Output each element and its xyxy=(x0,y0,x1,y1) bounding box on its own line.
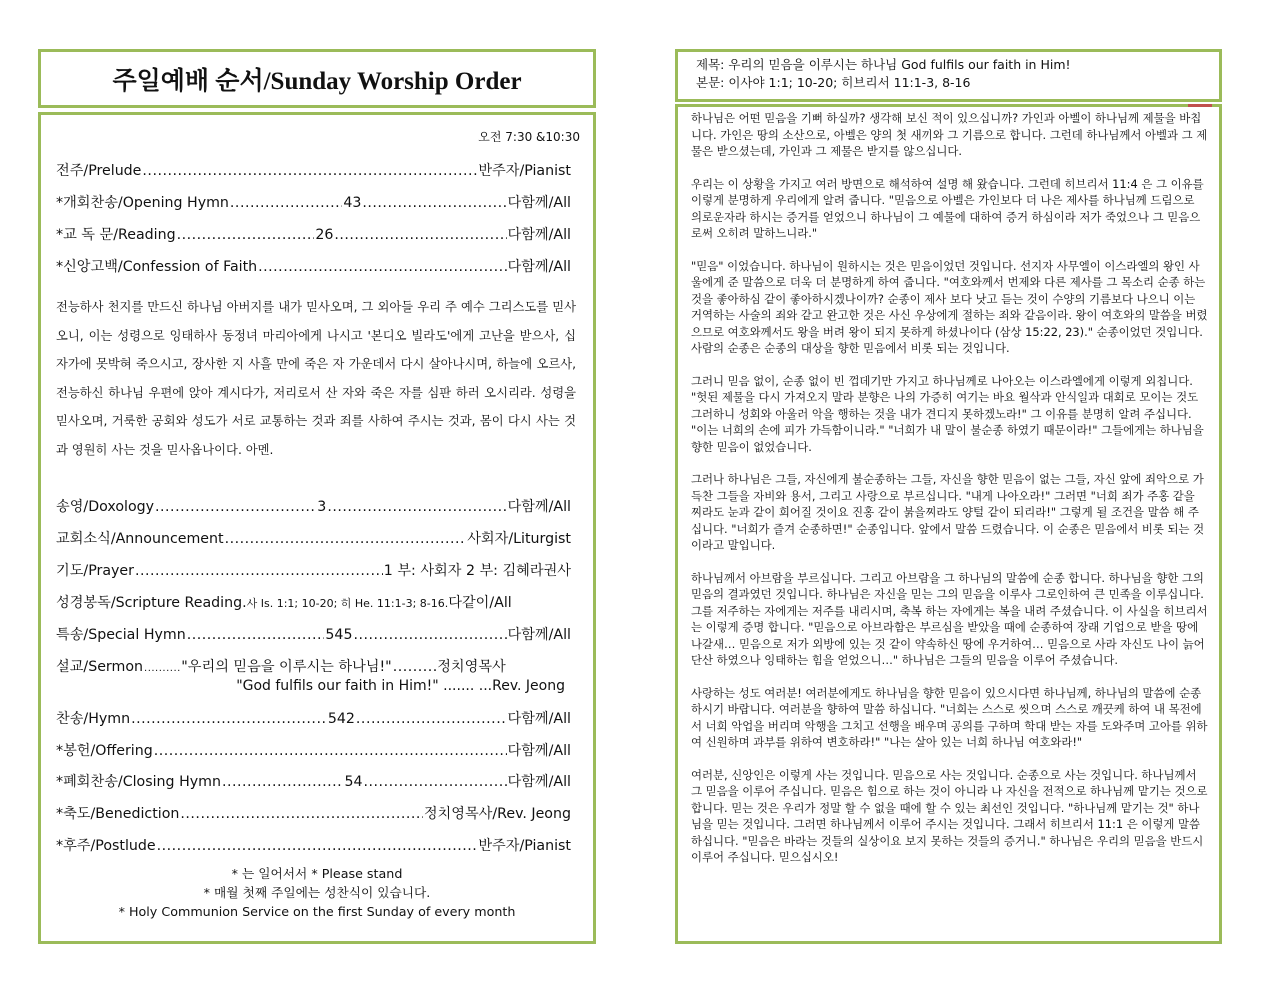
order-label: *후주/Postlude xyxy=(56,838,156,854)
order-number: 43 xyxy=(343,195,362,211)
sermon-paragraph: 하나님은 어떤 믿음을 기뻐 하실까? 생각해 보신 적이 있으십니까? 가인과 아벨이 하나님께 제물을 바칩니다. 가인은 땅의 소산으로, 아벨은 양의 첫 새끼와 그 기름으로 합니다. 그런데 하나님께서 아벨과 그 제물은 받으셨는데, 가인과 그 제물은 받지를 않으십니다. xyxy=(691,111,1208,158)
order-leader: 다함께/All xyxy=(507,774,571,790)
note-communion-en: * Holy Communion Service on the first Sunday of every month xyxy=(118,904,516,919)
order-label: 찬송/Hymn xyxy=(56,711,131,727)
sermon-title-english: "God fulfils our faith in Him!" xyxy=(236,678,439,694)
order-item-offering xyxy=(56,740,571,760)
worship-order-box xyxy=(38,112,596,944)
order-item-reading xyxy=(56,224,571,244)
order-leader: 정치영목사/Rev. Jeong xyxy=(423,806,571,822)
order-leader: 다함께/All xyxy=(507,195,571,211)
order-item-hymn xyxy=(56,708,571,728)
sermon-paragraph: "믿음" 이었습니다. 하나님이 원하시는 것은 믿음이었던 것입니다. 선지자 사무엘이 이스라엘의 왕인 사울에게 준 말씀으로 더욱 더 분명하게 하여 줍니다. "여호와께서 번제와 다른 제사를 그 목소리 순종 하는 것을 좋아하심 같이 좋아하시겠나이까? 순종이 제사 보다 낫고 듣는 것이 수양의 기름보다 나으니 이는 거역하는 사술의 죄와 같고 완고한 것은 사신 우상에게 절하는 죄와 같음이라. 왕이 여호와의 말씀을 버렸으므로 여호와께서도 왕을 버려 왕이 되지 못하게 하셨나이다 (삼상 15:22, 23)." 순종이었던 것입니다. 사람의 순종은 순종의 대상을 향한 믿음에서 비롯 되는 것입니다. xyxy=(691,258,1208,355)
order-label: *개회찬송/Opening Hymn xyxy=(56,195,229,211)
sermon-header-box xyxy=(675,49,1222,102)
sermon-title: "우리의 믿음을 이루시는 하나님!" xyxy=(181,659,392,675)
sermon-paragraph: 그러나 하나님은 그들, 자신에게 불순종하는 그들, 자신을 향한 믿음이 없는 그들, 자신 앞에 죄악으로 가득찬 그들을 자비와 용서, 그리고 사랑으로 부르십니다. "내게 나아오라!" 그러면 "너희 죄가 주홍 같을 찌라도 눈과 같이 희어질 것이요 진홍 같이 붉을찌라도 양털 같이 되리라!" 그렇게 될 조건을 말씀 해 주십니다. "너희가 즐겨 순종하면!" 순종입니다. 앞에서 말씀 드렸습니다. 이 순종은 믿음에서 비롯 되는 것이라고 말입니다. xyxy=(691,472,1205,552)
order-label: 송영/Doxology xyxy=(56,499,155,515)
order-label: *봉헌/Offering xyxy=(56,743,153,759)
sermon-header-title: 제목: 우리의 믿음을 이루시는 하나님 God fulfils our faith in Him! xyxy=(696,57,1071,72)
order-leader: 반주자/Pianist xyxy=(478,163,571,179)
sermon-dots: ....... xyxy=(443,678,475,694)
order-label: 성경봉독/Scripture Reading. xyxy=(56,595,247,611)
order-leader: 반주자/Pianist xyxy=(478,838,571,854)
sermon-header-scripture: 본문: 이사야 1:1; 10-20; 히브리서 11:1-3, 8-16 xyxy=(696,75,971,90)
order-label: *신앙고백/Confession of Faith xyxy=(56,259,258,275)
sermon-paragraph: 사랑하는 성도 여러분! 여러분에게도 하나님을 향한 믿음이 있으시다면 하나님께, 하나님의 말씀에 순종 하시기 바랍니다. 여러분을 향하여 말씀 하십니다. "너희는 스스로 씻으며 스스로 깨끗케 하여 내 목전에서 너희 악업을 버리며 악행을 그치고 선행을 배우며 공의를 구하며 학대 받는 자를 도와주며 고아를 위하여 신원하며 과부를 위하여 변호하라!" "나는 살아 있는 너희 하나님 여호와라!" xyxy=(691,685,1208,749)
order-label: 전주/Prelude xyxy=(56,163,142,179)
apostles-creed: 전능하사 천지를 만드신 하나님 아버지를 내가 믿사오며, 그 외아들 우리 주 예수 그리스도를 믿사오니, 이는 성령으로 잉태하사 동정녀 마리아에게 나시고 '본디오 빌라도'에게 고난을 받으사, 십자가에 못박혀 죽으시고, 장사한 지 사흘 만에 죽은 자 가운데서 다시 살아나시며, 하늘에 오르사, 전능하신 하나님 우편에 앉아 계시다가, 저리로서 산 자와 죽은 자를 심판 하러 오시리라. 성령을 믿사오며, 거룩한 공회와 성도가 서로 교통하는 것과 죄를 사하여 주시는 것과, 몸이 다시 사는 것과 영원히 사는 것을 믿사옵나이다. 아멘. xyxy=(56,300,576,457)
sermon-preacher-english: ...Rev. Jeong xyxy=(478,678,565,694)
order-item-prelude xyxy=(56,160,571,180)
order-label: 교회소식/Announcement xyxy=(56,531,224,547)
sermon-paragraph: 그러니 믿음 없이, 순종 없이 빈 껍데기만 가지고 하나님께로 나아오는 이스라엘에게 이렇게 외칩니다. "헛된 제물을 다시 가져오지 말라 분향은 나의 가증히 여기는 바요 월삭과 안식일과 대회로 모이는 것도 그러하니 성회와 아울러 악을 행하는 것을 내가 견디지 못하겠노라!" 그 이유를 분명히 알려 주십니다. "이는 너희의 손에 피가 가득함이니라." "너희가 내 말이 불순종 하였기 때문이라!" 그들에게는 하나님을 향한 믿음이 없었습니다. xyxy=(691,373,1204,454)
order-number: 3 xyxy=(317,499,327,515)
sermon-body-box xyxy=(675,104,1222,944)
order-leader: 다함께/All xyxy=(507,627,571,643)
title-box xyxy=(38,49,596,108)
order-item-prayer xyxy=(56,560,571,580)
page-title: 주일예배 순서/Sunday Worship Order xyxy=(112,67,522,95)
sermon-paragraph: 여러분, 신앙인은 이렇게 사는 것입니다. 믿음으로 사는 것입니다. 순종으로 사는 것입니다. 하나님께서 그 믿음을 이루어 주십니다. 믿음은 힘으로 하는 것이 아니라 나 자신을 전적으로 하나님께 맡기는 것으로 합니다. 믿는 것은 우리가 정말 할 수 없을 때에 할 수 있는 최선인 것입니다. "하나님께 맡기는 것" 하나님을 믿는 것입니다. 그러면 하나님께서 이루어 주시는 것입니다. 그래서 히브리서 11:1 은 이렇게 말씀 하십니다. "믿음은 바라는 것들의 실상이요 보지 못하는 것들의 증거니." 하나님은 우리의 믿음을 반드시 이루어 주십니다. 믿으십시오! xyxy=(691,767,1208,864)
order-leader: 다함께/All xyxy=(507,499,571,515)
order-number: 54 xyxy=(344,774,363,790)
order-item-special-hymn xyxy=(56,624,571,644)
order-leader: 다함께/All xyxy=(507,259,571,275)
order-leader: 1 부: 사회자 2 부: 김혜라권사 xyxy=(383,563,571,579)
order-leader: 다함께/All xyxy=(507,711,571,727)
order-item-scripture xyxy=(56,592,571,612)
order-leader: 다함께/All xyxy=(507,743,571,759)
footer-notes xyxy=(41,864,593,921)
order-label: *폐회찬송/Closing Hymn xyxy=(56,774,221,790)
order-item-confession xyxy=(56,256,571,276)
note-communion-ko: * 매월 첫째 주일에는 성찬식이 있습니다. xyxy=(203,885,431,900)
sermon-paragraph: 하나님께서 아브람을 부르십니다. 그리고 아브람을 그 하나님의 말씀에 순종 합니다. 하나님을 향한 그의 믿음의 결과였던 것입니다. 하나님은 자신을 믿는 그의 믿음을 이루사 그로인하여 큰 민족을 이루십니다. 그를 저주하는 자에게는 저주를 내리시며, 축복 하는 자에게는 복을 내려 주셨습니다. 이 사실을 히브리서는 이렇게 증명 합니다. "믿음으로 아브라함은 부르심을 받았을 때에 순종하여 장래 기업으로 받을 땅에 나갈새… 믿음으로 저가 외방에 있는 것 같이 약속하신 땅에 우거하여… 믿음으로 사라 자신도 나이 늙어 단산 하였으나 잉태하는 힘을 얻었으니…" 하나님은 그들의 믿음을 이루어 주셨습니다. xyxy=(691,570,1208,667)
scripture-refs: 사 Is. 1:1; 10-20; 히 He. 11:1-3; 8-16. xyxy=(246,597,449,610)
order-item-announcement xyxy=(56,528,571,548)
sermon-english-line xyxy=(41,678,593,694)
order-item-benediction xyxy=(56,803,571,823)
order-label: *교 독 문/Reading xyxy=(56,227,176,243)
accent-mark xyxy=(1188,104,1212,107)
order-label: 기도/Prayer xyxy=(56,563,134,579)
order-number: 545 xyxy=(325,627,353,643)
order-number: 26 xyxy=(315,227,334,243)
order-label: 설교/Sermon xyxy=(56,659,144,675)
order-item-doxology xyxy=(56,496,571,516)
order-leader: 다같이/All xyxy=(448,595,512,611)
order-item-sermon xyxy=(56,656,571,676)
order-number: 542 xyxy=(327,711,355,727)
note-stand: * 는 일어서서 * Please stand xyxy=(231,866,403,881)
order-leader: 사회자/Liturgist xyxy=(467,531,571,547)
order-label: 특송/Special Hymn xyxy=(56,627,186,643)
order-item-closing-hymn xyxy=(56,771,571,791)
order-leader: 정치영목사 xyxy=(437,659,506,675)
order-item-postlude xyxy=(56,835,571,855)
sermon-body-text xyxy=(691,110,1209,866)
service-time: 오전 7:30 &10:30 xyxy=(478,130,580,144)
order-label: *축도/Benediction xyxy=(56,806,180,822)
order-leader: 다함께/All xyxy=(507,227,571,243)
sermon-paragraph: 우리는 이 상황을 가지고 여러 방면으로 해석하여 설명 해 왔습니다. 그런데 히브리서 11:4 은 그 이유를 이렇게 분명하게 우리에게 알려 줍니다. "믿음으로 아벨은 가인보다 더 나은 제사를 하나님께 드림으로 의로운자라 하시는 증거를 얻었으니 하나님이 그 예물에 대하여 증거 하심이라 저가 죽었으나 그 믿음으로써 오히려 말하느니라." xyxy=(691,176,1204,240)
order-item-opening-hymn xyxy=(56,192,571,212)
